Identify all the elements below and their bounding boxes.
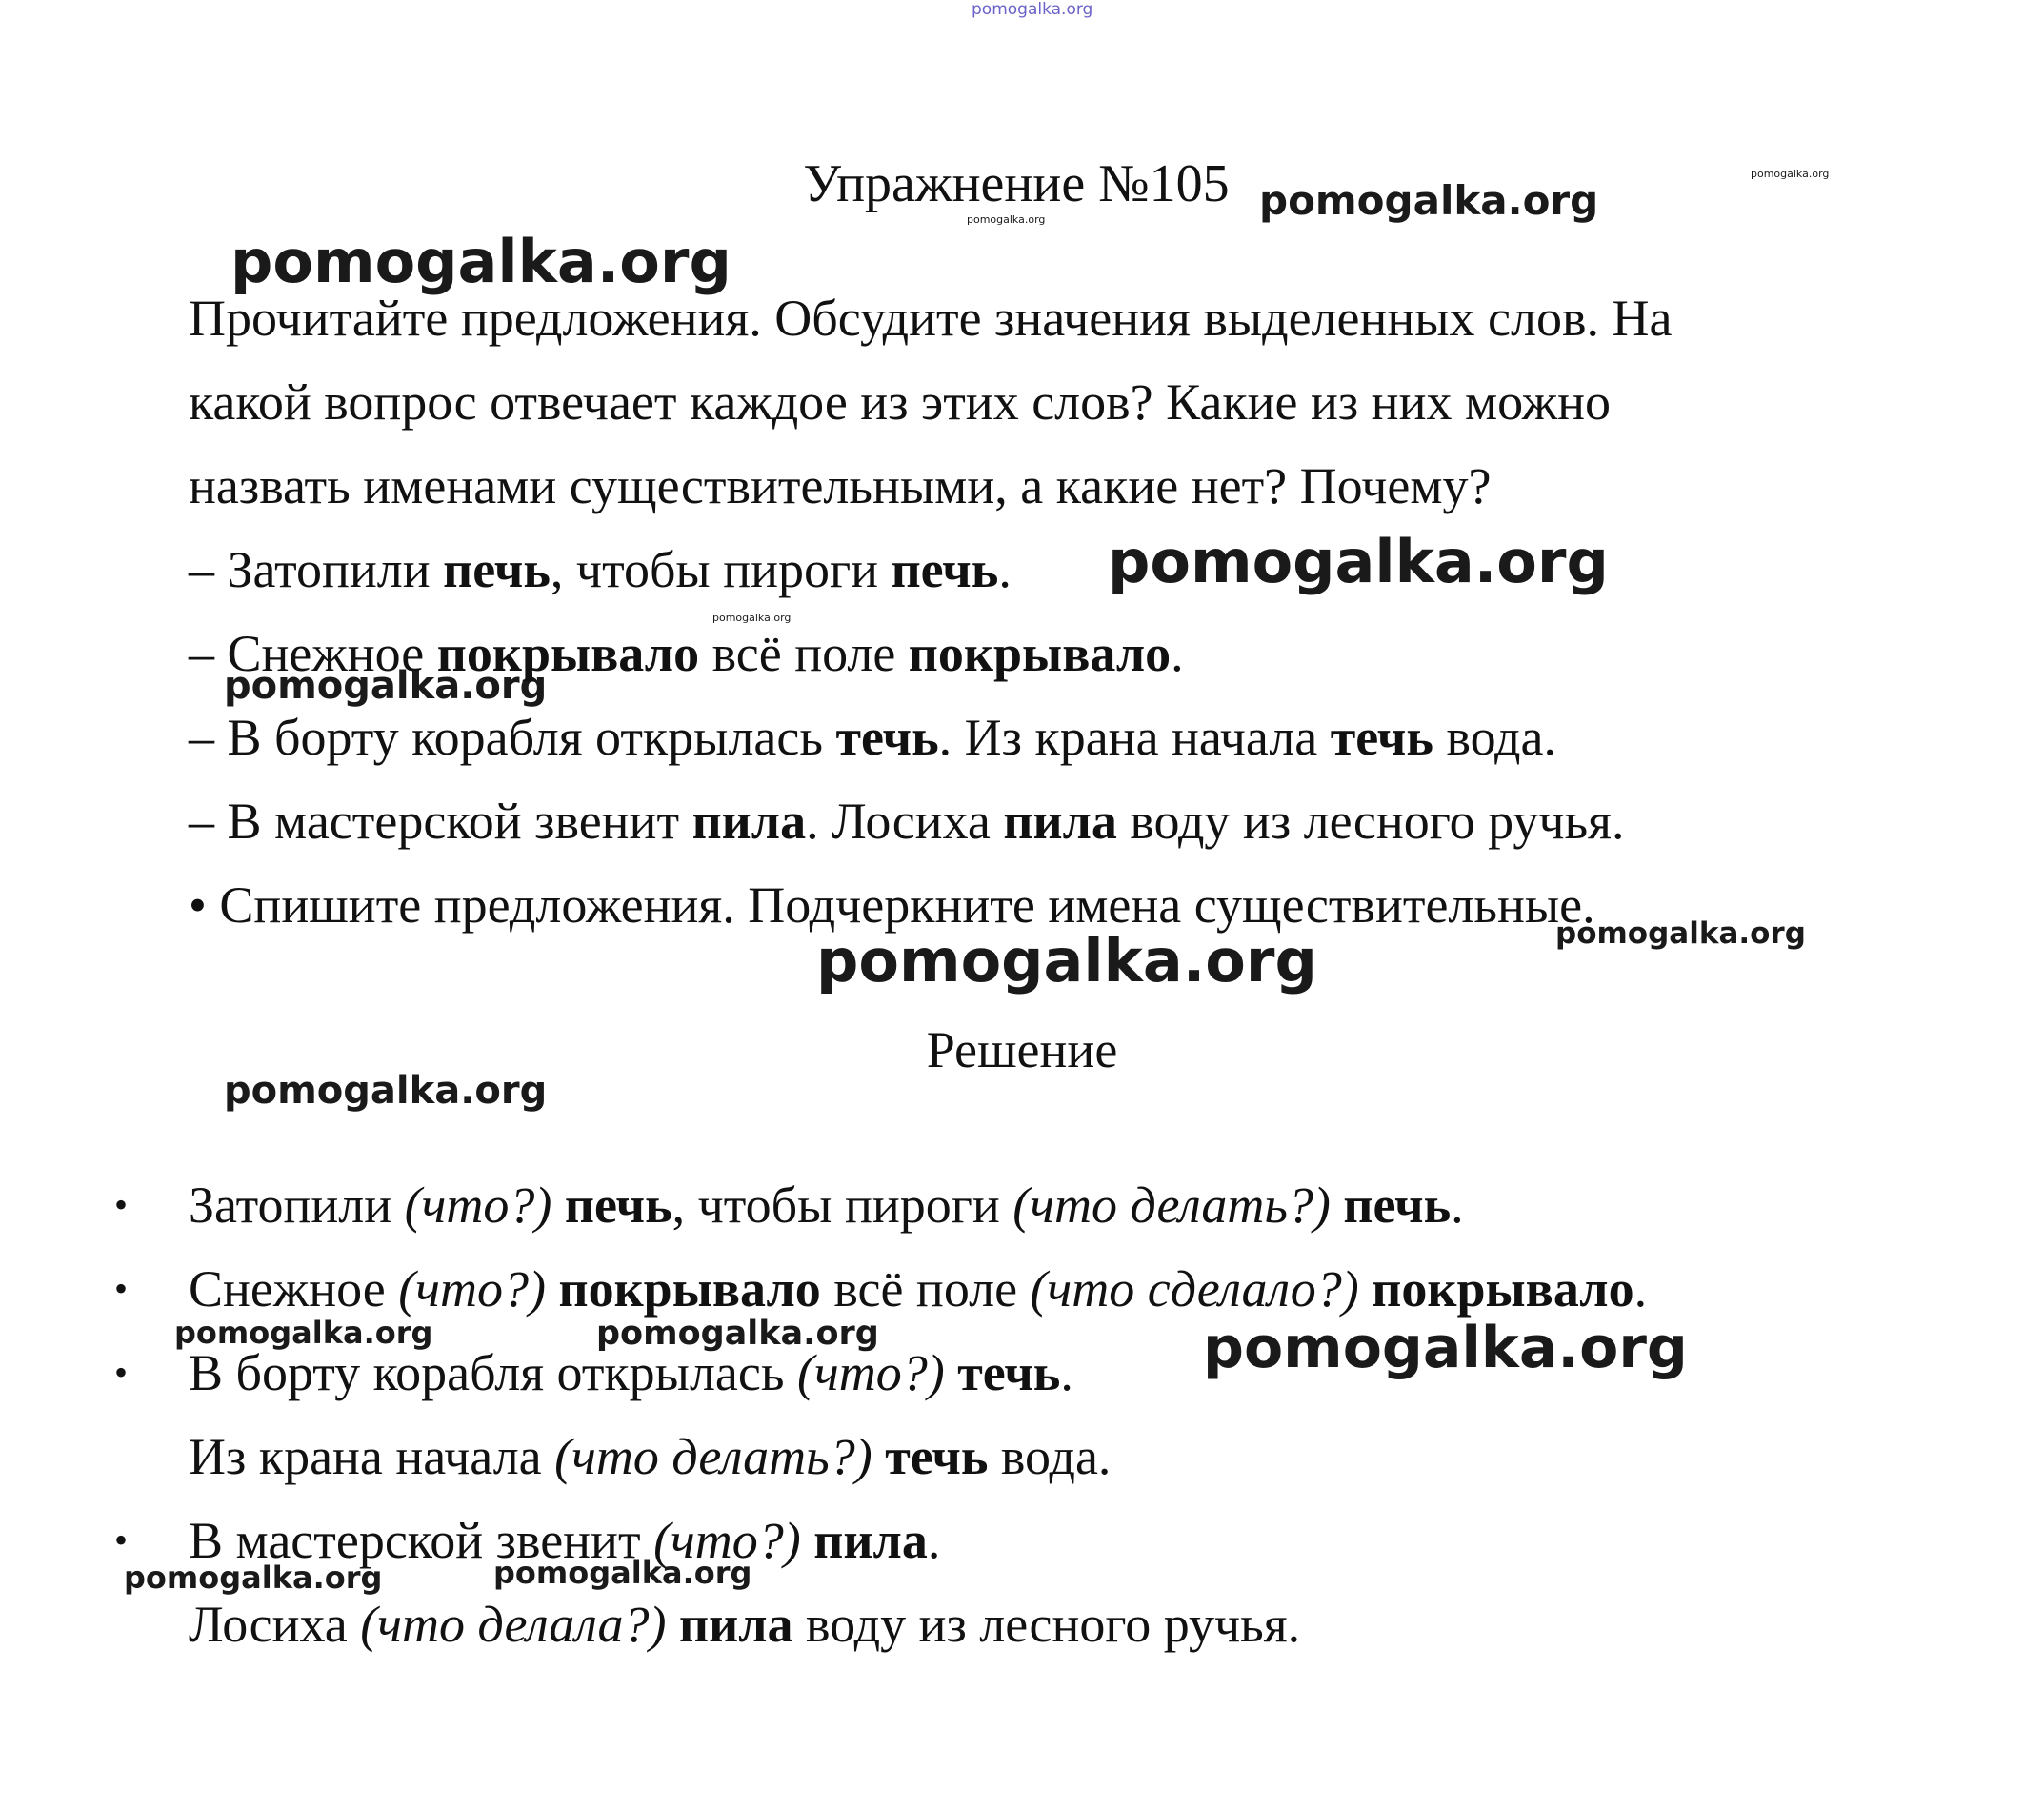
- highlight-word: печь: [891, 541, 999, 598]
- bullet: •: [114, 1519, 129, 1561]
- watermark: pomogalka.org: [224, 1069, 548, 1113]
- task-text: [189, 276, 1903, 951]
- task-instruction: • Спишите предложения. Подчеркните имена существительные.: [189, 876, 1595, 934]
- task-sentence: – Снежное покрывало всё поле покрывало.: [189, 625, 1184, 682]
- task-sentence: – В мастерской звенит пила. Лосиха пила воду из лесного ручья.: [189, 793, 1625, 850]
- solution-item-continued: Лосиха (что делала?) пила воду из лесного ручья.: [189, 1596, 1301, 1653]
- task-line: назвать именами существительными, а какие нет? Почему?: [189, 457, 1492, 514]
- highlight-word: течь: [835, 709, 939, 766]
- question: (что?): [653, 1512, 801, 1569]
- answer-word: печь: [551, 1177, 672, 1234]
- watermark: pomogalka.org: [816, 926, 1317, 996]
- highlight-word: покрывало: [908, 625, 1172, 682]
- task-sentence: – В борту корабля открылась течь. Из крана начала течь вода.: [189, 709, 1556, 766]
- task-line: какой вопрос отвечает каждое из этих слов? Какие из них можно: [189, 373, 1612, 431]
- question: (что сделало?): [1030, 1260, 1359, 1318]
- highlight-word: пила: [691, 793, 807, 850]
- answer-word: пила: [800, 1512, 928, 1569]
- solution-list: [114, 1163, 1951, 1666]
- bullet: •: [114, 1183, 129, 1226]
- bullet: •: [114, 1351, 129, 1394]
- watermark: pomogalka.org: [230, 227, 731, 296]
- watermark-tiny: pomogalka.org: [712, 612, 792, 624]
- highlight-word: течь: [1330, 709, 1433, 766]
- watermark: pomogalka.org: [174, 1315, 433, 1351]
- watermark: pomogalka.org: [1203, 1315, 1688, 1381]
- watermark: pomogalka.org: [1555, 916, 1806, 951]
- watermark-tiny: pomogalka.org: [967, 213, 1046, 226]
- solution-title: Решение: [926, 1021, 1118, 1078]
- watermark: pomogalka.org: [1259, 177, 1599, 224]
- solution-item: • Затопили (что?) печь, чтобы пироги (что делать?) печь.: [189, 1163, 1951, 1247]
- solution-item: • Снежное (что?) покрывало всё поле (что сделало?) покрывало.: [189, 1247, 1951, 1331]
- highlight-word: печь: [443, 541, 551, 598]
- watermark-tiny: pomogalka.org: [1751, 168, 1830, 180]
- exercise-title: Упражнение №105: [803, 154, 1230, 213]
- question: (что?): [404, 1177, 552, 1234]
- highlight-word: пила: [1003, 793, 1117, 850]
- question: (что делать?): [554, 1428, 872, 1485]
- answer-word: течь: [944, 1344, 1061, 1401]
- question: (что делать?): [1012, 1177, 1331, 1234]
- solution-item-continued: Из крана начала (что делать?) течь вода.: [189, 1428, 1112, 1485]
- question: (что?): [398, 1260, 546, 1318]
- task-line: Прочитайте предложения. Обсудите значения выделенных слов. На: [189, 290, 1673, 347]
- question: (что делала?): [360, 1596, 667, 1653]
- watermark: pomogalka.org: [493, 1555, 752, 1591]
- highlight-word: покрывало: [436, 625, 700, 682]
- solution-item: • В мастерской звенит (что?) пила.: [189, 1499, 1951, 1582]
- answer-word: пила: [666, 1596, 793, 1653]
- watermark: pomogalka.org: [224, 664, 548, 708]
- watermark: pomogalka.org: [596, 1315, 879, 1353]
- answer-word: печь: [1330, 1177, 1452, 1234]
- watermark: pomogalka.org: [124, 1559, 383, 1596]
- answer-word: покрывало: [1358, 1260, 1634, 1318]
- watermark-top: pomogalka.org: [972, 0, 1093, 19]
- question: (что?): [796, 1344, 945, 1401]
- bullet: •: [114, 1267, 129, 1310]
- task-sentence: – Затопили печь, чтобы пироги печь.: [189, 541, 1012, 598]
- watermark: pomogalka.org: [1108, 527, 1609, 596]
- answer-word: покрывало: [545, 1260, 821, 1318]
- solution-item: • В борту корабля открылась (что?) течь.: [189, 1331, 1951, 1415]
- answer-word: течь: [872, 1428, 989, 1485]
